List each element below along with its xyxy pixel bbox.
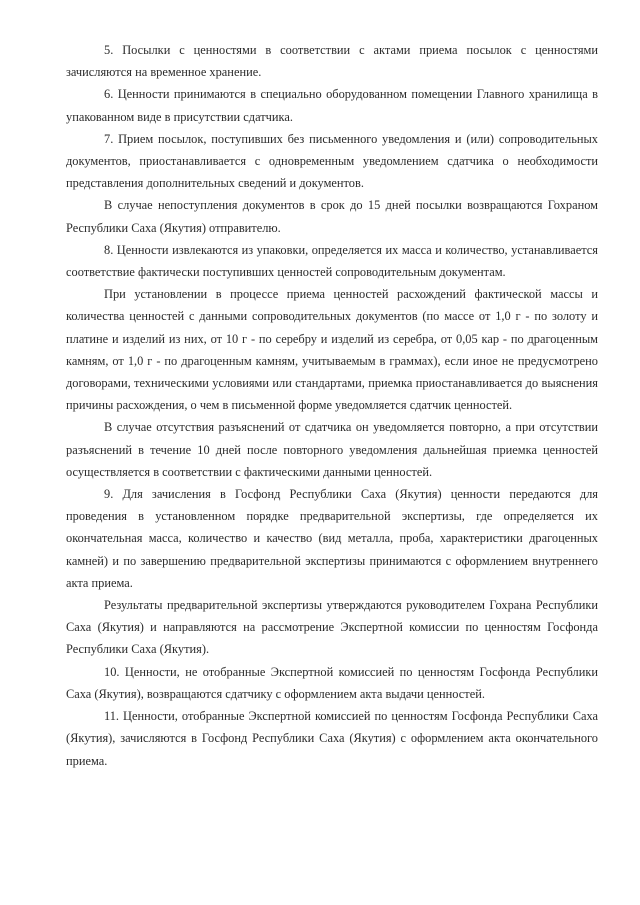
paragraph-item-5: 5. Посылки с ценностями в соответствии с актами приема посылок с ценностями зачисляются на временное хранение. xyxy=(66,43,598,80)
paragraph-expertise-results: Результаты предварительной экспертизы утверждаются руководителем Гохрана Республики Саха (Якутия) и направляются на рассмотрение Экспертной комиссии по ценностям Госфонда Республики Саха (Якутия). xyxy=(66,598,598,657)
paragraph-item-8: 8. Ценности извлекаются из упаковки, определяется их масса и количество, устанавливается соответствие фактически поступивших ценностей сопроводительным документам. xyxy=(66,242,598,280)
paragraph-discrepancies: При установлении в процессе приема ценностей расхождений фактической массы и количества ценностей с данными сопроводительных документов (по массе от 1,0 г - по золоту и платине и изделий из них, от 10 г - по серебру и изделий из серебра, от 0,05 кар - по драгоценным камням, от 1,0 г - по драгоценным камням, учитываемым в граммах), если иное не предусмотрено договорами, техническими условиями или стандартами, приемка приостанавливается до выяснения причины расхождения, о чем в письменной форме уведомляется сдатчик ценностей. xyxy=(66,287,598,413)
paragraph-item-10: 10. Ценности, не отобранные Экспертной комиссией по ценностям Госфонда Республики Саха (Якутия), возвращаются сдатчику с оформлением акта выдачи ценностей. xyxy=(66,664,598,701)
paragraph-item-11: 11. Ценности, отобранные Экспертной комиссией по ценностям Госфонда Республики Саха (Якутия), зачисляются в Госфонд Республики Саха (Якутия) с оформлением акта окончательного приема. xyxy=(66,709,598,768)
paragraph-item-9: 9. Для зачисления в Госфонд Республики Саха (Якутия) ценности передаются для проведения в установленном порядке предварительной экспертизы, где определяется их окончательная масса, количество и качество (вид металла, проба, характеристики драгоценных камней) и по завершению предварительной экспертизы принимаются с оформлением внутреннего акта приема. xyxy=(66,487,598,590)
document-body xyxy=(66,39,598,772)
paragraph-return-of-parcels: В случае непоступления документов в срок до 15 дней посылки возвращаются Гохраном Республики Саха (Якутия) отправителю. xyxy=(66,198,598,235)
paragraph-item-6: 6. Ценности принимаются в специально оборудованном помещении Главного хранилища в упакованном виде в присутствии сдатчика. xyxy=(66,87,598,124)
paragraph-item-7: 7. Прием посылок, поступивших без письменного уведомления и (или) сопроводительных документов, приостанавливается с одновременным уведомлением сдатчика о необходимости представления дополнительных сведений и документов. xyxy=(66,131,598,191)
paragraph-no-explanations: В случае отсутствия разъяснений от сдатчика он уведомляется повторно, а при отсутствии разъяснений в течение 10 дней после повторного уведомления дальнейшая приемка ценностей осуществляется в соответствии с фактическими данными ценностей. xyxy=(66,420,598,479)
